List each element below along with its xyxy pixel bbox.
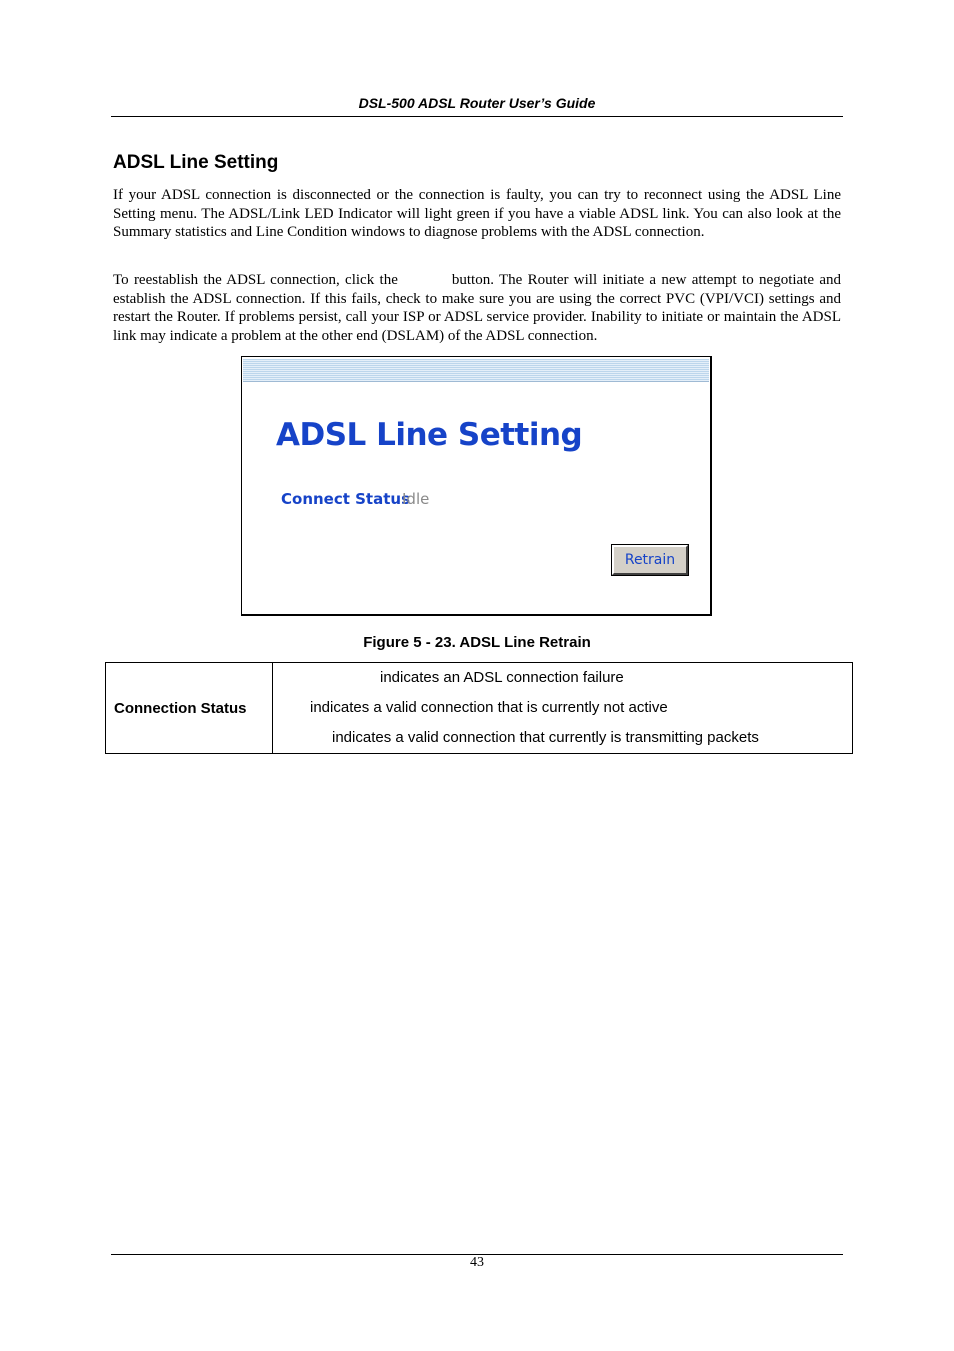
page-number: 43 bbox=[470, 1255, 484, 1270]
figure-caption: Figure 5 - 23. ADSL Line Retrain bbox=[363, 634, 591, 651]
description-failure: indicates an ADSL connection failure bbox=[380, 669, 624, 686]
parameter-name: Connection Status bbox=[106, 663, 273, 754]
intro-paragraph: If your ADSL connection is disconnected or the connection is faulty, you can try to reconnect using the ADSL Line Setting menu. The ADSL/Link LED Indicator will light green if you have a viable ADSL link. You can also look at the Summary statistics and Line Condition windows to diagnose problems with the ADSL connection. bbox=[113, 187, 841, 241]
connect-status-value: Idle bbox=[402, 490, 430, 508]
screenshot-page-title: ADSL Line Setting bbox=[276, 417, 583, 453]
connect-status-label: Connect Status bbox=[281, 490, 411, 508]
parameter-description bbox=[273, 663, 853, 754]
description-not-active: indicates a valid connection that is currently not active bbox=[310, 699, 668, 716]
description-transmitting: indicates a valid connection that currently is transmitting packets bbox=[332, 729, 759, 746]
parameter-table bbox=[105, 662, 853, 754]
retrain-paragraph-end: button. The Router will initiate a new attempt to negotiate and establish the ADSL connection. If this fails, check to make sure you are using the correct PVC (VPI/VCI) settings and restart the Router. If problems persist, call your ISP or ADSL service provider. Inability to initiate or maintain the ADSL link may indicate a problem at the other end (DSLAM) of the ADSL connection. bbox=[113, 272, 841, 344]
table-row bbox=[106, 663, 853, 754]
header-rule bbox=[111, 116, 843, 117]
retrain-paragraph-start: To reestablish the ADSL connection, click the bbox=[113, 272, 398, 288]
adsl-line-setting-screenshot bbox=[241, 356, 712, 616]
retrain-button[interactable]: Retrain bbox=[612, 545, 688, 575]
section-title: ADSL Line Setting bbox=[113, 152, 279, 173]
retrain-paragraph bbox=[113, 271, 841, 345]
document-header: DSL-500 ADSL Router User’s Guide bbox=[358, 95, 596, 111]
screenshot-top-band bbox=[243, 359, 709, 382]
